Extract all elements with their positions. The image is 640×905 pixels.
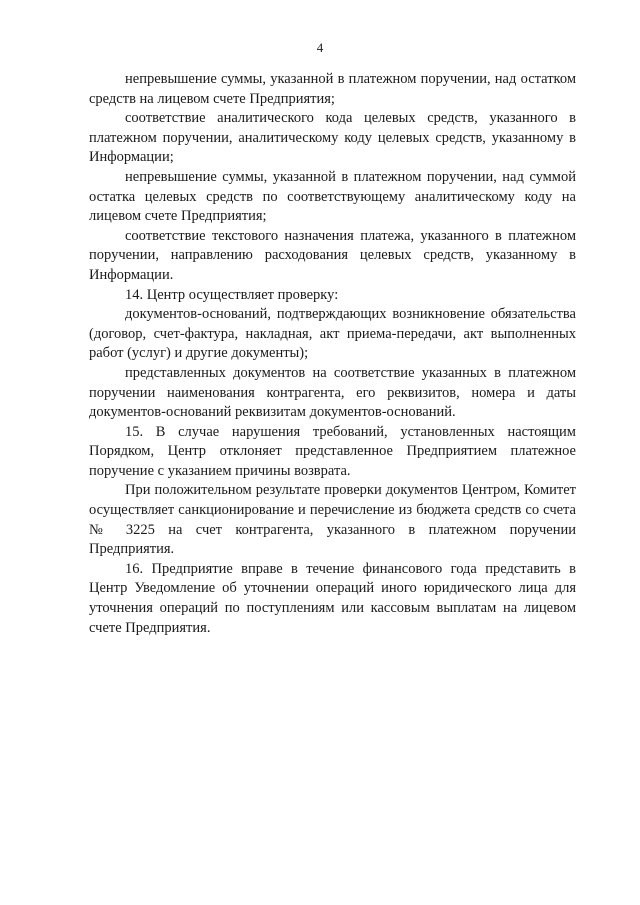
document-body xyxy=(89,70,576,638)
paragraph-4: соответствие текстового назначения платежа, указанного в платежном поручении, направлению расходования целевых средств, указанному в Информации. xyxy=(89,227,576,283)
paragraph-5: 14. Центр осуществляет проверку: xyxy=(125,286,339,303)
paragraph-7: представленных документов на соответствие указанных в платежном поручении наименования контрагента, его реквизитов, номера и даты документов-оснований реквизитам документов-оснований. xyxy=(89,364,576,421)
paragraph-3: непревышение суммы, указанной в платежном поручении, над суммой остатка целевых средств по соответствующему аналитическому коду на лицевом счете Предприятия; xyxy=(89,168,576,225)
paragraph-10: 16. Предприятие вправе в течение финансового года представить в Центр Уведомление об уточнении операций иного юридического лица для уточнения операций по поступлениям или кассовым выплатам на лицевом счете Предприятия. xyxy=(89,560,576,636)
paragraph-1: непревышение суммы, указанной в платежном поручении, над остатком средств на лицевом счете Предприятия; xyxy=(89,71,576,107)
paragraph-8: 15. В случае нарушения требований, установленных настоящим Порядком, Центр отклоняет представленное Предприятием платежное поручение с указанием причины возврата. xyxy=(89,423,576,479)
page-number: 4 xyxy=(316,40,324,55)
paragraph-2: соответствие аналитического кода целевых средств, указанного в платежном поручении, аналитическому коду целевых средств, указанному в Информации; xyxy=(89,110,576,166)
paragraph-9: При положительном результате проверки документов Центром, Комитет осуществляет санкционирование и перечисление из бюджета средств со счета № 3225 на счет контрагента, указанного в платежном поручении Предприятия. xyxy=(89,482,576,558)
paragraph-6: документов-оснований, подтверждающих возникновение обязательства (договор, счет-фактура, накладная, акт приема-передачи, акт выполненных работ (услуг) и другие документы); xyxy=(89,306,576,362)
